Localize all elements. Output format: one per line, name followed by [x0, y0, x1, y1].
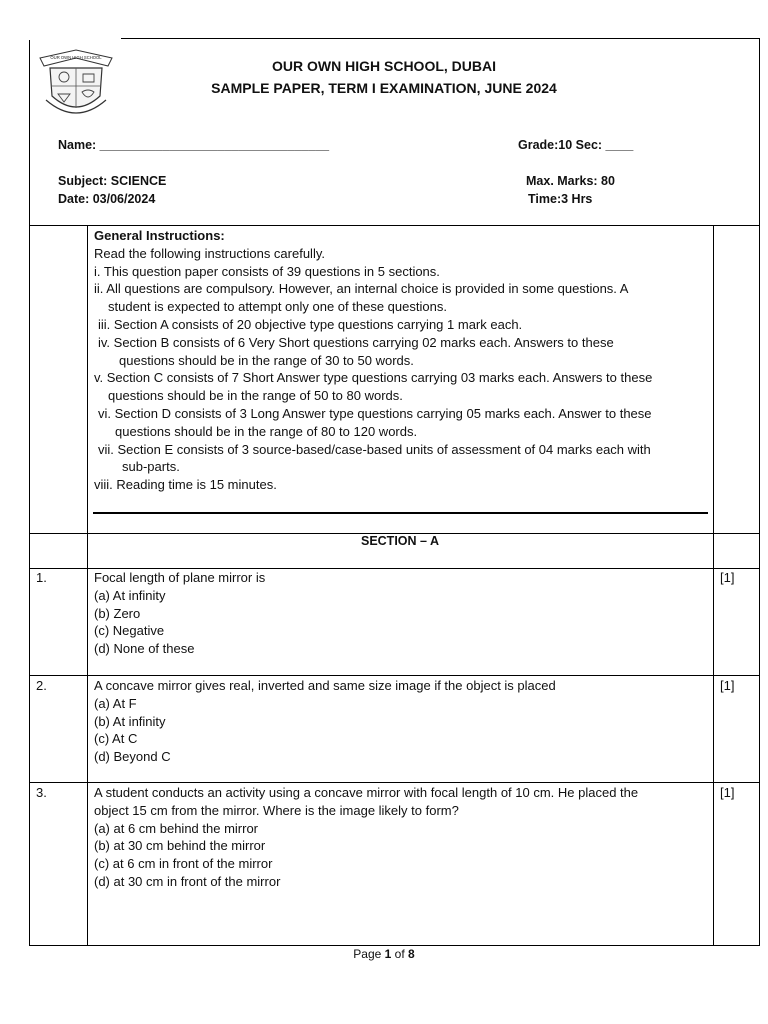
question-number: 1.: [36, 570, 47, 585]
total-pages: 8: [408, 947, 415, 961]
exam-title: SAMPLE PAPER, TERM I EXAMINATION, JUNE 2024: [211, 80, 557, 96]
instruction-line: vii. Section E consists of 3 source-based/case-based units of assessment of 04 marks each with: [98, 441, 651, 457]
instruction-line: iv. Section B consists of 6 Very Short questions carrying 02 marks each. Answers to these: [98, 334, 614, 350]
option: (d) at 30 cm in front of the mirror: [94, 873, 281, 889]
general-instructions: [94, 227, 652, 494]
question-number: 2.: [36, 678, 47, 693]
table-border-left: [29, 225, 30, 946]
option: (a) At infinity: [94, 587, 166, 603]
table-border-right: [759, 225, 760, 946]
current-page-number: 1: [384, 947, 392, 961]
instruction-line: iii. Section A consists of 20 objective type questions carrying 1 mark each.: [98, 316, 523, 332]
question-stem: Focal length of plane mirror is: [94, 570, 266, 585]
option: (a) at 6 cm behind the mirror: [94, 820, 259, 836]
option: (a) At F: [94, 695, 137, 711]
question-number: 3.: [36, 785, 47, 800]
question-marks: [1]: [720, 570, 735, 585]
question-1: [94, 569, 265, 658]
column-divider-number: [87, 225, 88, 946]
instruction-line: v. Section C consists of 7 Short Answer type questions carrying 03 marks each. Answers to these: [94, 370, 653, 386]
column-divider-marks: [713, 225, 714, 946]
option: (c) at 6 cm in front of the mirror: [94, 856, 273, 872]
header-box-logo-gap: [29, 37, 121, 40]
footer-prefix: Page: [353, 947, 385, 961]
instruction-line: i. This question paper consists of 39 questions in 5 sections.: [94, 263, 440, 279]
question-marks: [1]: [720, 785, 735, 800]
question-stem: A student conducts an activity using a concave mirror with focal length of 10 cm. He placed the: [94, 785, 639, 800]
instruction-line: questions should be in the range of 30 to 50 words.: [119, 352, 414, 368]
footer-of: of: [391, 947, 409, 961]
option: (d) None of these: [94, 641, 195, 657]
option: (b) Zero: [94, 605, 141, 621]
page-footer: [0, 947, 768, 961]
instructions-heading: General Instructions:: [94, 228, 225, 243]
instruction-line: sub-parts.: [122, 459, 180, 475]
instruction-line: questions should be in the range of 50 to 80 words.: [108, 388, 403, 404]
question-stem-continued: object 15 cm from the mirror. Where is the image likely to form?: [94, 802, 459, 818]
option: (b) At infinity: [94, 713, 166, 729]
logo-banner-text: OUR OWN HIGH SCHOOL: [50, 55, 102, 60]
question-stem: A concave mirror gives real, inverted and same size image if the object is placed: [94, 678, 556, 693]
option: (c) Negative: [94, 623, 165, 639]
instruction-line: viii. Reading time is 15 minutes.: [94, 477, 277, 493]
question-2: [94, 677, 556, 766]
instruction-line: questions should be in the range of 80 to 120 words.: [115, 423, 418, 439]
option: (c) At C: [94, 731, 138, 747]
instruction-line: ii. All questions are compulsory. However, an internal choice is provided in some questions. A: [94, 281, 629, 297]
max-marks-label: Max. Marks: 80: [526, 174, 615, 188]
question-marks: [1]: [720, 678, 735, 693]
option: (b) at 30 cm behind the mirror: [94, 838, 266, 854]
school-name: OUR OWN HIGH SCHOOL, DUBAI: [272, 58, 496, 74]
grade-section-label: Grade:10 Sec: ____: [518, 138, 634, 152]
instruction-line: Read the following instructions carefully.: [94, 245, 325, 261]
instruction-line: student is expected to attempt only one of these questions.: [108, 299, 447, 315]
option: (d) Beyond C: [94, 749, 171, 765]
table-border-bottom: [29, 945, 760, 946]
subject-label: Subject: SCIENCE: [58, 174, 167, 188]
question-3: [94, 784, 638, 891]
name-field-label: Name: _________________________________: [58, 138, 330, 152]
instruction-line: vi. Section D consists of 3 Long Answer type questions carrying 05 marks each. Answer to these: [98, 405, 652, 421]
section-a-title: SECTION – A: [360, 534, 440, 548]
row-divider: [29, 675, 760, 676]
time-label: Time:3 Hrs: [528, 192, 593, 206]
instructions-underline: [93, 512, 708, 514]
date-label: Date: 03/06/2024: [58, 192, 156, 206]
row-divider: [29, 782, 760, 783]
